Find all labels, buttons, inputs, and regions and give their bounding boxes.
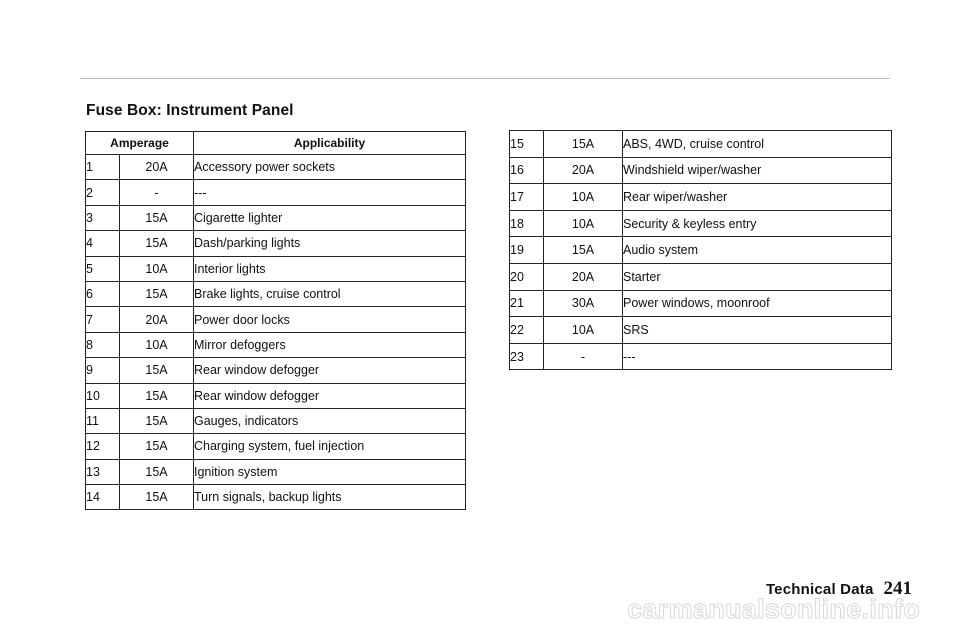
fuse-applicability: SRS — [623, 317, 892, 344]
table-row — [86, 485, 466, 510]
fuse-applicability: Dash/parking lights — [194, 231, 466, 256]
fuse-rows-left — [86, 155, 466, 510]
fuse-number: 19 — [510, 237, 544, 264]
fuse-amperage: 15A — [544, 237, 623, 264]
page-number: 241 — [883, 578, 912, 599]
fuse-applicability: Interior lights — [194, 256, 466, 281]
header-amperage: Amperage — [86, 132, 194, 155]
fuse-applicability: Charging system, fuel injection — [194, 434, 466, 459]
fuse-applicability: Mirror defoggers — [194, 332, 466, 357]
table-row — [510, 210, 892, 237]
fuse-applicability: Cigarette lighter — [194, 205, 466, 230]
fuse-applicability: ABS, 4WD, cruise control — [623, 131, 892, 158]
fuse-amperage: 15A — [120, 205, 194, 230]
page-title: Fuse Box: Instrument Panel — [86, 102, 294, 119]
fuse-amperage: 20A — [544, 157, 623, 184]
fuse-amperage: 15A — [120, 485, 194, 510]
fuse-amperage: 15A — [120, 383, 194, 408]
fuse-number: 3 — [86, 205, 120, 230]
fuse-number: 7 — [86, 307, 120, 332]
fuse-applicability: Power door locks — [194, 307, 466, 332]
fuse-amperage: 15A — [544, 131, 623, 158]
fuse-number: 13 — [86, 459, 120, 484]
fuse-number: 22 — [510, 317, 544, 344]
table-row — [86, 408, 466, 433]
fuse-amperage: 20A — [120, 155, 194, 180]
table-row — [86, 205, 466, 230]
watermark: carmanualsonline.info — [627, 594, 920, 624]
fuse-amperage: - — [120, 180, 194, 205]
fuse-amperage: 15A — [120, 281, 194, 306]
fuse-number: 23 — [510, 343, 544, 370]
table-row — [510, 237, 892, 264]
fuse-applicability: Brake lights, cruise control — [194, 281, 466, 306]
fuse-amperage: 10A — [120, 332, 194, 357]
fuse-number: 4 — [86, 231, 120, 256]
fuse-applicability: Gauges, indicators — [194, 408, 466, 433]
top-rule — [80, 78, 890, 79]
fuse-applicability: Starter — [623, 263, 892, 290]
fuse-applicability: Audio system — [623, 237, 892, 264]
table-row — [510, 184, 892, 211]
fuse-amperage: 15A — [120, 434, 194, 459]
fuse-applicability: Ignition system — [194, 459, 466, 484]
fuse-table-left — [85, 131, 466, 510]
fuse-number: 17 — [510, 184, 544, 211]
fuse-amperage: 15A — [120, 358, 194, 383]
table-row — [510, 290, 892, 317]
fuse-amperage: 15A — [120, 408, 194, 433]
table-row — [510, 131, 892, 158]
fuse-applicability: Security & keyless entry — [623, 210, 892, 237]
table-row — [510, 343, 892, 370]
fuse-amperage: 10A — [544, 317, 623, 344]
fuse-applicability: Turn signals, backup lights — [194, 485, 466, 510]
fuse-number: 9 — [86, 358, 120, 383]
fuse-amperage: 10A — [120, 256, 194, 281]
fuse-amperage: 20A — [120, 307, 194, 332]
fuse-number: 14 — [86, 485, 120, 510]
fuse-number: 2 — [86, 180, 120, 205]
fuse-number: 11 — [86, 408, 120, 433]
fuse-number: 16 — [510, 157, 544, 184]
table-header-row — [86, 132, 466, 155]
fuse-applicability: Windshield wiper/washer — [623, 157, 892, 184]
fuse-number: 1 — [86, 155, 120, 180]
table-row — [86, 231, 466, 256]
fuse-amperage: - — [544, 343, 623, 370]
fuse-number: 15 — [510, 131, 544, 158]
fuse-amperage: 15A — [120, 459, 194, 484]
table-row — [86, 459, 466, 484]
table-row — [86, 256, 466, 281]
fuse-amperage: 10A — [544, 210, 623, 237]
fuse-number: 18 — [510, 210, 544, 237]
footer-section-title: Technical Data — [765, 581, 874, 598]
table-row — [86, 155, 466, 180]
fuse-amperage: 15A — [120, 231, 194, 256]
table-row — [86, 281, 466, 306]
fuse-applicability: Rear window defogger — [194, 358, 466, 383]
fuse-applicability: Rear wiper/washer — [623, 184, 892, 211]
table-row — [86, 332, 466, 357]
table-row — [510, 263, 892, 290]
fuse-number: 21 — [510, 290, 544, 317]
header-applicability: Applicability — [194, 132, 466, 155]
table-row — [86, 383, 466, 408]
fuse-table-right — [509, 130, 892, 370]
fuse-number: 8 — [86, 332, 120, 357]
table-row — [86, 434, 466, 459]
table-row — [510, 317, 892, 344]
table-row — [86, 358, 466, 383]
fuse-amperage: 30A — [544, 290, 623, 317]
fuse-number: 12 — [86, 434, 120, 459]
fuse-applicability: --- — [623, 343, 892, 370]
table-row — [86, 180, 466, 205]
fuse-rows-right — [510, 131, 892, 370]
fuse-number: 6 — [86, 281, 120, 306]
fuse-applicability: Accessory power sockets — [194, 155, 466, 180]
table-row — [86, 307, 466, 332]
fuse-amperage: 10A — [544, 184, 623, 211]
fuse-number: 5 — [86, 256, 120, 281]
fuse-number: 20 — [510, 263, 544, 290]
fuse-applicability: --- — [194, 180, 466, 205]
fuse-amperage: 20A — [544, 263, 623, 290]
fuse-applicability: Rear window defogger — [194, 383, 466, 408]
fuse-number: 10 — [86, 383, 120, 408]
fuse-applicability: Power windows, moonroof — [623, 290, 892, 317]
table-row — [510, 157, 892, 184]
